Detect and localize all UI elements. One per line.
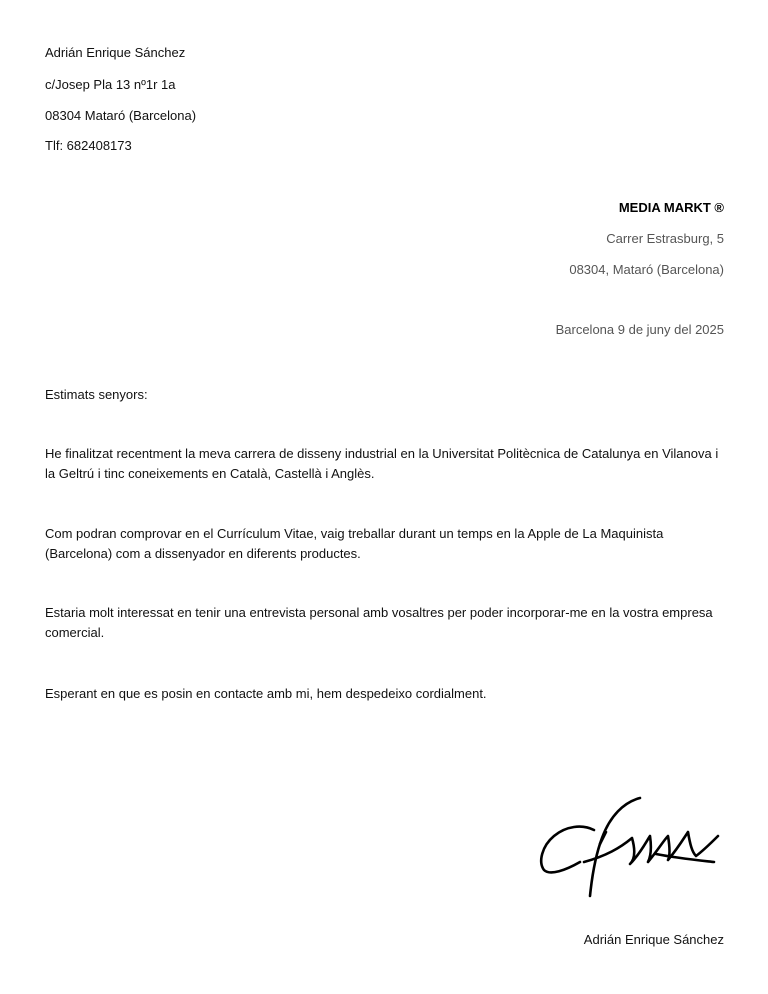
sender-phone: Tlf: 682408173 xyxy=(45,138,132,153)
recipient-company: MEDIA MARKT ® xyxy=(618,200,724,215)
salutation: Estimats senyors: xyxy=(45,387,148,402)
sender-name: Adrián Enrique Sánchez xyxy=(45,45,186,60)
body-paragraph-2: Com podran comprovar en el Currículum Vitae, vaig treballar durant un temps en la Apple de La Maquinista (Barcelona) com a dissenyador en diferents productes. xyxy=(45,526,664,561)
body-paragraph-1: He finalitzat recentment la meva carrera de disseny industrial en la Universitat Politècnica de Catalunya en Vilanova i la Geltrú i tinc coneixements en Català, Castellà i Anglès. xyxy=(45,446,719,481)
signature-name: Adrián Enrique Sánchez xyxy=(583,932,724,947)
date-line: Barcelona 9 de juny del 2025 xyxy=(555,322,724,337)
sender-city: 08304 Mataró (Barcelona) xyxy=(45,108,197,123)
sender-address: c/Josep Pla 13 nº1r 1a xyxy=(45,77,176,92)
body-paragraph-3: Estaria molt interessat en tenir una entrevista personal amb vosaltres per poder incorporar-me en la vostra empresa comercial. xyxy=(45,605,713,640)
body-paragraph-4: Esperant en que es posin en contacte amb mi, hem despedeixo cordialment. xyxy=(45,686,487,701)
recipient-city: 08304, Mataró (Barcelona) xyxy=(569,262,724,277)
recipient-street: Carrer Estrasburg, 5 xyxy=(606,231,724,246)
signature-icon xyxy=(536,792,726,904)
